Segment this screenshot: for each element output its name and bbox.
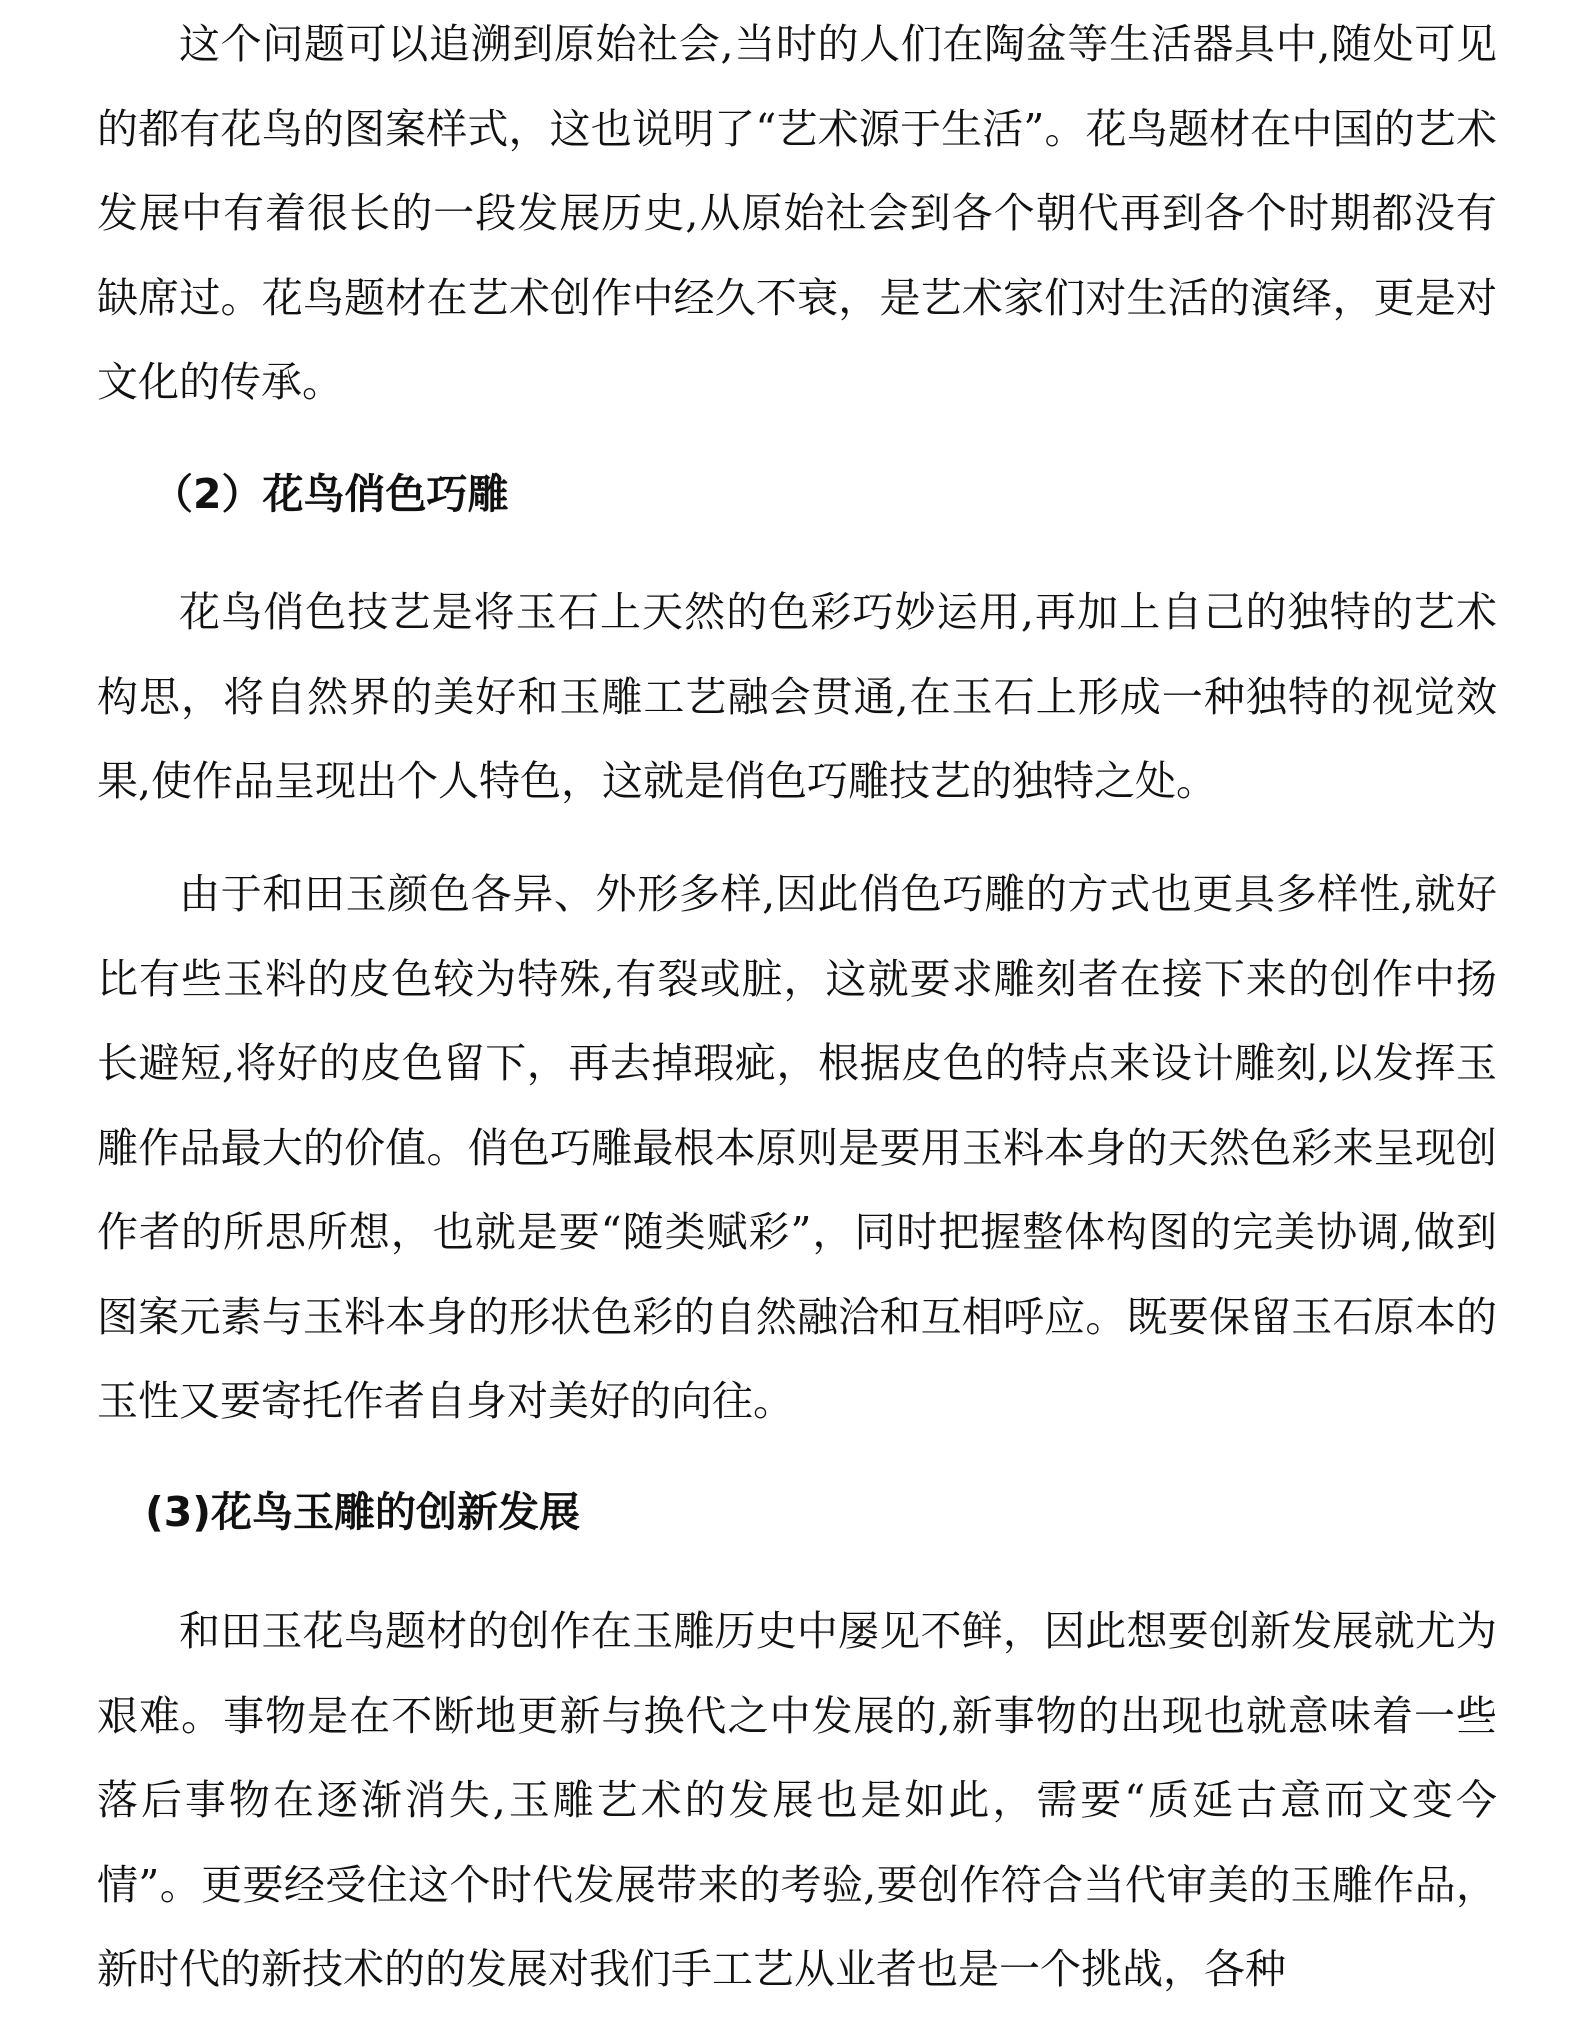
paragraph-qiaose-principles: 由于和田玉颜色各异、外形多样,因此俏色巧雕的方式也更具多样性,就好比有些玉料的皮色较为特殊,有裂或脏，这就要求雕刻者在接下来的创作中扬长避短,将好的皮色留下，再去掉瑕疵，根据皮色的特点来设计雕刻,以发挥玉雕作品最大的价值。俏色巧雕最根本原则是要用玉料本身的天然色彩来呈现创作者的所思所想，也就是要“随类赋彩”，同时把握整体构图的完美协调,做到图案元素与玉料本身的形状色彩的自然融洽和互相呼应。既要保留玉石原本的玉性又要寄托作者自身对美好的向往。 [97, 870, 1497, 1425]
paragraph-qiaose-technique-definition: 花鸟俏色技艺是将玉石上天然的色彩巧妙运用,再加上自己的独特的艺术构思，将自然界的美好和玉雕工艺融会贯通,在玉石上形成一种独特的视觉效果,使作品呈现出个人特色，这就是俏色巧雕技艺的独特之处。 [97, 588, 1497, 805]
section-heading-2: （2）花鸟俏色巧雕 [152, 470, 509, 518]
section-heading-3: (3)花鸟玉雕的创新发展 [145, 1488, 581, 1536]
paragraph-origins-of-bird-flower-motifs: 这个问题可以追溯到原始社会,当时的人们在陶盆等生活器具中,随处可见的都有花鸟的图案样式，这也说明了“艺术源于生活”。花鸟题材在中国的艺术发展中有着很长的一段发展历史,从原始社会到各个朝代再到各个时期都没有缺席过。花鸟题材在艺术创作中经久不衰，是艺术家们对生活的演绎，更是对文化的传承。 [97, 20, 1497, 406]
paragraph-innovation-development: 和田玉花鸟题材的创作在玉雕历史中屡见不鲜，因此想要创新发展就尤为艰难。事物是在不断地更新与换代之中发展的,新事物的出现也就意味着一些落后事物在逐渐消失,玉雕艺术的发展也是如此，需要“质延古意而文变今情”。更要经受住这个时代发展带来的考验,要创作符合当代审美的玉雕作品，新时代的新技术的的发展对我们手工艺从业者也是一个挑战，各种 [97, 1607, 1497, 1993]
